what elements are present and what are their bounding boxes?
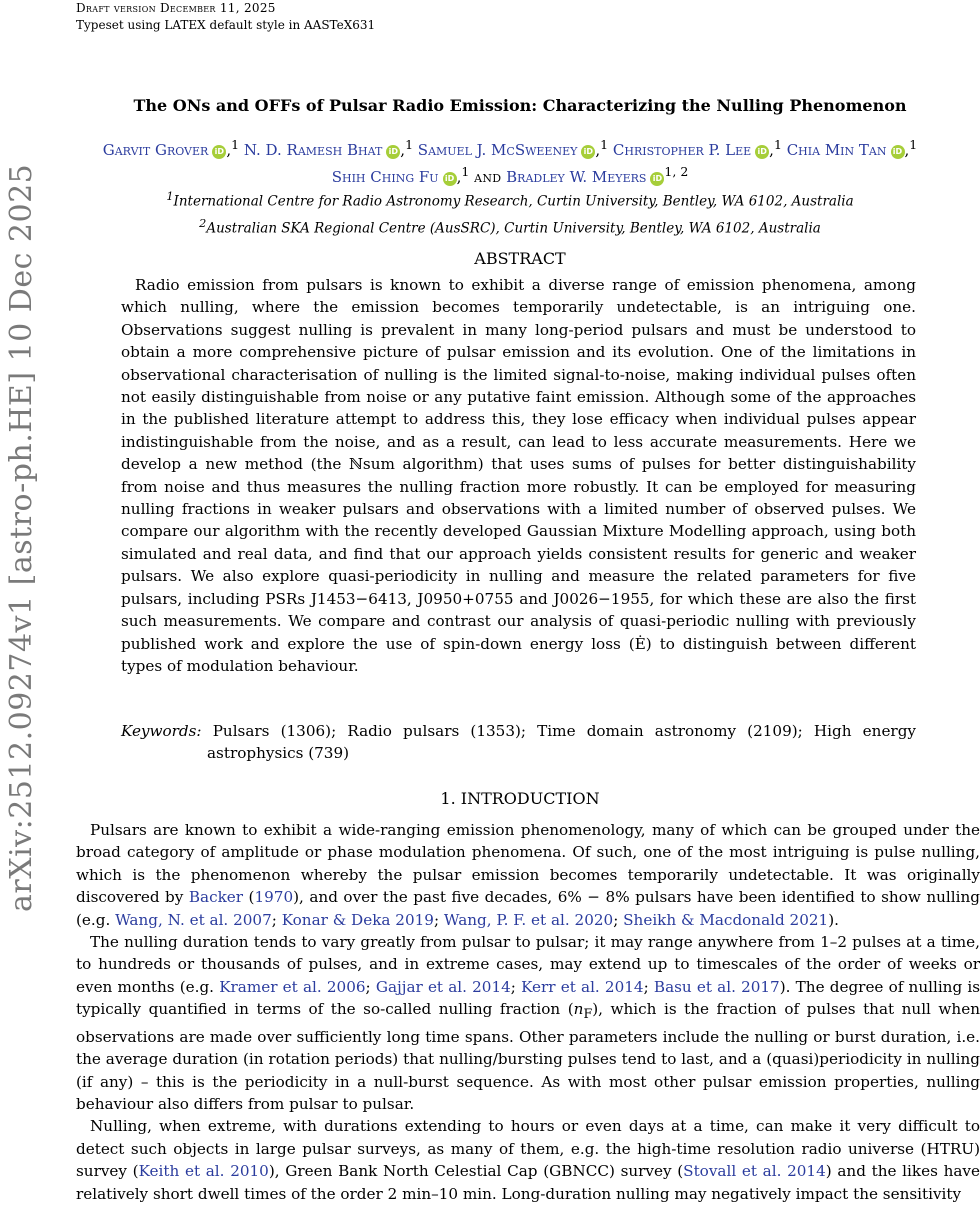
orcid-icon[interactable]: iD xyxy=(443,172,457,186)
orcid-icon[interactable]: iD xyxy=(891,145,905,159)
citation-link[interactable]: Wang, P. F. et al. 2020 xyxy=(443,910,614,929)
keywords-text: Pulsars (1306); Radio pulsars (1353); Time domain astronomy (2109); High energy astrophysics (739) xyxy=(207,722,916,763)
keywords-label: Keywords: xyxy=(121,722,202,740)
affiliation-1: $^1$International Centre for Radio Astronomy Research, Curtin University, Bentley, WA 6102, Australia xyxy=(166,190,854,210)
author-6[interactable]: Bradley W. Meyers iD $^{1, 2}$ xyxy=(506,164,689,186)
draft-version-line: Draft version December 11, 2025 xyxy=(76,1,276,15)
orcid-icon[interactable]: iD xyxy=(581,145,595,159)
citation-link[interactable]: Basu et al. 2017 xyxy=(653,977,780,996)
orcid-icon[interactable]: iD xyxy=(755,145,769,159)
typeset-line: Typeset using LATEX default style in AASTeX631 xyxy=(76,18,376,32)
author-3[interactable]: Christopher P. Lee iD ,$^1$ xyxy=(612,137,782,159)
paper-title: The ONs and OFFs of Pulsar Radio Emission: Characterizing the Nulling Phenomenon xyxy=(133,96,907,115)
affiliation-2: $^2$Australian SKA Regional Centre (AusSRC), Curtin University, Bentley, WA 6102, Australia xyxy=(199,216,821,236)
citation-link[interactable]: Backer xyxy=(188,888,244,907)
author-0[interactable]: Garvit Grover iD ,$^1$ xyxy=(102,137,240,159)
intro-paragraph-2: The nulling duration tends to vary greatly from pulsar to pulsar; it may range anywhere from 1–2 pulses at a time, to hundreds or thousands of pulses, and in extreme cases, may extend up to timescales of the order of weeks or even months (e.g. Kramer et al. 2006; Gajjar et al. 2014; Kerr et al. 2014; Basu et al. 2017). The degree of nulling is typically quantified in terms of the so-called nulling fraction $(n_F)$, which is the fraction of pulses that null when observations are made over sufficiently long time spans. Other parameters include the nulling or burst duration, i.e. the average duration (in rotation periods) that nulling/bursting pulses tend to last, and a (quasi)periodicity in nulling (if any) – this is the periodicity in a null-burst sequence. As with most other pulsar emission properties, nulling behaviour also differs from pulsar to pulsar. xyxy=(76,933,980,1113)
nulling-fraction-symbol: n xyxy=(573,1000,584,1019)
citation-link[interactable]: Kerr et al. 2014 xyxy=(521,977,644,996)
keywords xyxy=(121,720,916,765)
author-4[interactable]: Chia Min Tan iD ,$^1$ xyxy=(786,137,918,159)
intro-paragraph-1: Pulsars are known to exhibit a wide-ranging emission phenomenology, many of which can be grouped under the broad category of amplitude or phase modulation phenomena. Of such, one of the most intriguing is pulse nulling, which is the phenomenon whereby the pulsar emission becomes temporarily undetectable. It was originally discovered by Backer (1970), and over the past five decades, 6% − 8% pulsars have been identified to show nulling (e.g. Wang, N. et al. 2007; Konar & Deka 2019; Wang, P. F. et al. 2020; Sheikh & Macdonald 2021). xyxy=(76,821,980,929)
intro-paragraph-3: Nulling, when extreme, with durations extending to hours or even days at a time, can make it very difficult to detect such objects in large pulsar surveys, as many of them, e.g. the high-time resolution radio universe (HTRU) survey (Keith et al. 2010), Green Bank North Celestial Cap (GBNCC) survey (Stovall et al. 2014) and the likes have relatively short dwell times of the order 2 min–10 min. Long-duration nulling may negatively impact the sensitivity xyxy=(76,1117,980,1203)
citation-link[interactable]: Sheikh & Macdonald 2021 xyxy=(623,910,829,929)
citation-link[interactable]: 1970 xyxy=(254,888,294,907)
and-word: and xyxy=(474,168,502,186)
author-2[interactable]: Samuel J. McSweeney iD ,$^1$ xyxy=(417,137,609,159)
affiliations xyxy=(40,186,980,239)
citation-link[interactable]: Konar & Deka 2019 xyxy=(281,910,434,929)
author-1[interactable]: N. D. Ramesh Bhat iD ,$^1$ xyxy=(243,137,414,159)
author-list xyxy=(40,134,980,188)
author-5[interactable]: Shih Ching Fu iD ,$^1$ xyxy=(331,164,470,186)
page-header xyxy=(76,0,375,34)
citation-link[interactable]: Kramer et al. 2006 xyxy=(219,977,366,996)
citation-link[interactable]: Stovall et al. 2014 xyxy=(683,1162,826,1181)
orcid-icon[interactable]: iD xyxy=(212,145,226,159)
orcid-icon[interactable]: iD xyxy=(650,172,664,186)
section-heading: 1. INTRODUCTION xyxy=(440,789,600,808)
abstract-heading: ABSTRACT xyxy=(474,249,566,268)
citation-link[interactable]: Gajjar et al. 2014 xyxy=(375,977,511,996)
abstract-text: Radio emission from pulsars is known to exhibit a diverse range of emission phenomena, among which nulling, where the emission becomes temporarily undetectable, is an intriguing one. Observations suggest nulling is prevalent in many long-period pulsars and must be understood to obtain a more comprehensive picture of pulsar emission and its evolution. One of the limitations in observational characterisation of nulling is the limited signal-to-noise, making individual pulses often not easily distinguishable from noise or any putative faint emission. Although some of the approaches in the published literature attempt to address this, they lose efficacy when individual pulses appear indistinguishable from the noise, and as a result, can lead to less accurate measurements. Here we develop a new method (the ℕsum algorithm) that uses sums of pulses for better distinguishability from noise and thus measures the nulling fraction more robustly. It can be employed for measuring nulling fractions in weaker pulsars and observations with a limited number of observed pulses. We compare our algorithm with the recently developed Gaussian Mixture Modelling approach, using both simulated and real data, and find that our approach yields consistent results for generic and weaker pulsars. We also explore quasi-periodicity in nulling and measure the related parameters for five pulsars, including PSRs J1453−6413, J0950+0755 and J0026−1955, for which these are also the first such measurements. We compare and contrast our analysis of quasi-periodic nulling with previously published work and explore the use of spin-down energy loss (Ė) to distinguish between different types of modulation behaviour. xyxy=(121,276,916,675)
orcid-icon[interactable]: iD xyxy=(386,145,400,159)
introduction-body xyxy=(76,819,980,1205)
citation-link[interactable]: Keith et al. 2010 xyxy=(138,1162,269,1181)
arxiv-side-stamp: arXiv:2512.09274v1 [astro-ph.HE] 10 Dec 2025 xyxy=(4,163,39,912)
citation-link[interactable]: Wang, N. et al. 2007 xyxy=(115,910,272,929)
